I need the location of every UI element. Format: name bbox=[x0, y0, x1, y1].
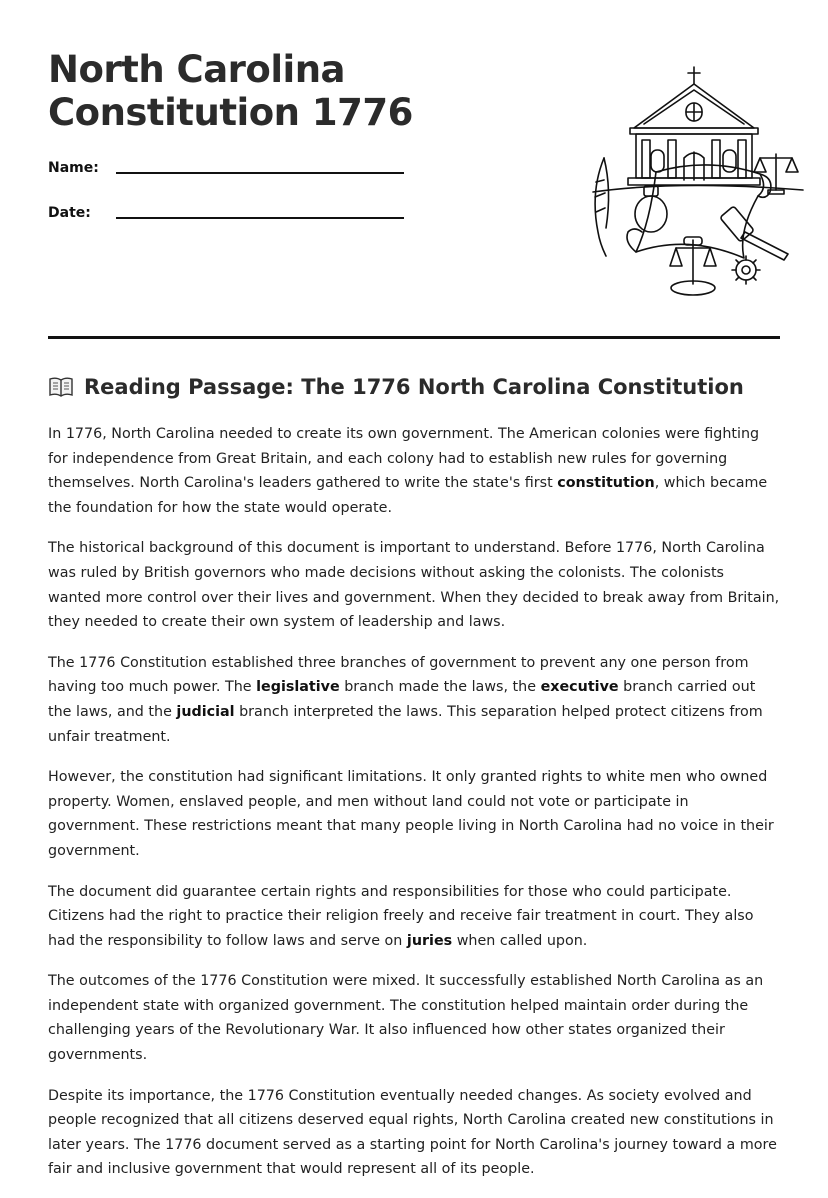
ink-bottle-icon bbox=[635, 186, 667, 232]
term-constitution: constitution bbox=[557, 475, 655, 492]
constitution-illustration bbox=[538, 62, 813, 302]
date-label: Date: bbox=[48, 205, 91, 221]
name-write-line[interactable] bbox=[116, 172, 404, 174]
paragraph-5-text-c: when called upon. bbox=[452, 932, 588, 949]
reading-passage-heading bbox=[48, 375, 744, 399]
paragraph-6: The outcomes of the 1776 Constitution were mixed. It successfully established North Carolina as an independent state with organized government. The constitution helped maintain order during the challenging years of the Revolutionary War. It also influenced how other states organized their governments. bbox=[48, 973, 764, 1064]
paragraph-1 bbox=[48, 422, 780, 520]
gear-icon bbox=[732, 256, 760, 284]
paragraph-7: Despite its importance, the 1776 Constitution eventually needed changes. As society evolved and people recognized that all citizens deserved equal rights, North Carolina created new constitutions in later years. The 1776 document served as a starting point for North Carolina's journey toward a more fair and inclusive government that would represent all of its people. bbox=[48, 1087, 777, 1178]
paragraph-2: The historical background of this document is important to understand. Before 1776, North Carolina was ruled by British governors who made decisions without asking the colonists. The colonists wanted more control over their lives and government. When they decided to break away from Britain, they needed to create their own system of leadership and laws. bbox=[48, 540, 780, 631]
reading-passage bbox=[48, 422, 780, 1198]
paragraph-3-text-c: branch made the laws, the bbox=[339, 679, 541, 696]
balance-scale-icon bbox=[670, 237, 716, 295]
date-field[interactable] bbox=[48, 205, 91, 221]
paragraph-4: However, the constitution had significant limitations. It only granted rights to white men who owned property. Women, enslaved people, and men without land could not vote or participate in government. These restrictions meant that many people living in North Carolina had no voice in their government. bbox=[48, 769, 774, 859]
paragraph-1-text-c: , which became the foundation for how the state would operate. bbox=[48, 475, 768, 516]
paragraph-5 bbox=[48, 880, 780, 954]
paragraph-3 bbox=[48, 651, 780, 749]
name-label: Name: bbox=[48, 160, 99, 176]
reading-heading-text: Reading Passage: The 1776 North Carolina Constitution bbox=[84, 375, 744, 399]
scroll-icon bbox=[627, 165, 771, 258]
title-line-2: Constitution 1776 bbox=[48, 91, 413, 134]
term-juries: juries bbox=[406, 932, 453, 949]
paragraph-5-text-a: The document did guarantee certain rights and responsibilities for those who could participate. Citizens had the right to practice their religion freely and receive fair treatment in court. They also had the responsibility to follow laws and serve on bbox=[48, 883, 754, 949]
paragraph-3-text-e: branch carried out the laws, and the bbox=[48, 679, 756, 720]
quill-icon bbox=[595, 158, 609, 256]
open-book-icon bbox=[48, 376, 74, 398]
term-executive: executive bbox=[540, 679, 619, 696]
courthouse-icon bbox=[628, 67, 760, 185]
term-judicial: judicial bbox=[176, 703, 235, 720]
page-title bbox=[48, 48, 413, 134]
paragraph-3-text-a: The 1776 Constitution established three branches of government to prevent any one person from having too much power. The bbox=[48, 654, 749, 696]
cross-icon bbox=[688, 67, 700, 84]
date-write-line[interactable] bbox=[116, 217, 404, 219]
paragraph-3-text-g: branch interpreted the laws. This separation helped protect citizens from unfair treatment. bbox=[48, 703, 763, 745]
header-divider bbox=[48, 336, 780, 339]
title-line-1: North Carolina bbox=[48, 48, 346, 91]
term-legislative: legislative bbox=[256, 679, 340, 696]
paragraph-1-text-a: In 1776, North Carolina needed to create its own government. The American colonies were fighting for independence from Great Britain, and each colony had to establish new rules for governing themselves. North Carolina's leaders gathered to write the state's first bbox=[48, 426, 760, 492]
name-field[interactable] bbox=[48, 160, 99, 176]
